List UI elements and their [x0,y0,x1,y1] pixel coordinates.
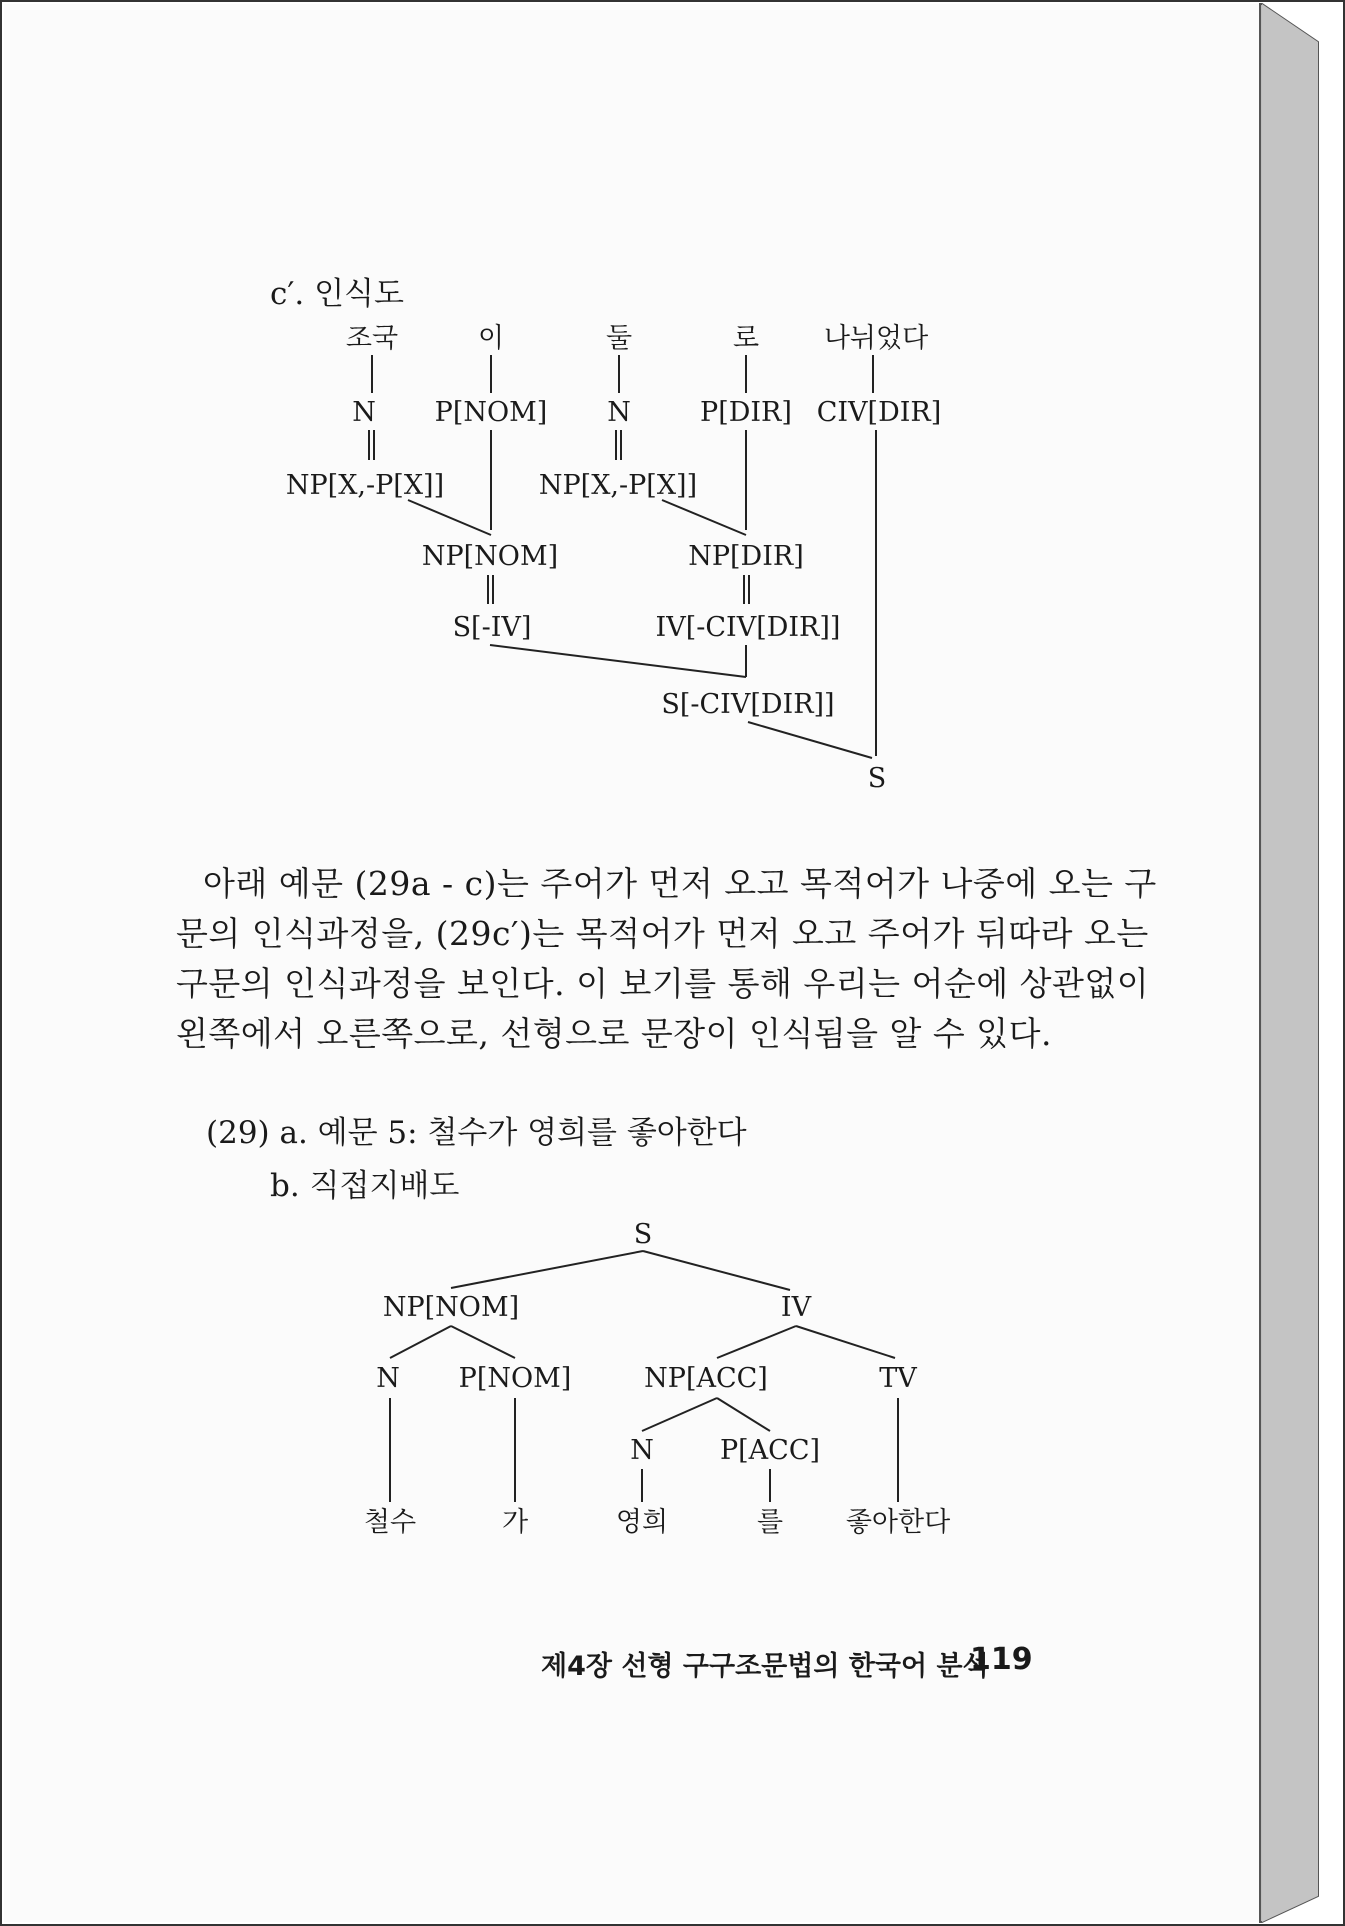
page-number: 119 [970,1642,1033,1677]
tree1-cat-1: N [352,397,376,428]
example-29a: (29) a. 예문 5: 철수가 영희를 좋아한다 [206,1115,747,1151]
tree1-cat-5: CIV[DIR] [816,397,942,428]
tree1-s-civ: S[-CIV[DIR]] [661,689,835,720]
tree1-np-nom: NP[NOM] [421,541,559,572]
section-c-label: c′. 인식도 [270,276,404,312]
example-29b: b. 직접지배도 [270,1168,460,1204]
tree2-word-2: 가 [501,1507,529,1538]
tree1-iv-civ: IV[-CIV[DIR]] [655,612,841,643]
tree1-word-4: 로 [732,323,760,354]
direct-dominance-tree [0,1210,1345,1570]
tree1-cat-2: P[NOM] [434,397,548,428]
tree2-p-acc: P[ACC] [719,1435,821,1466]
tree2-s: S [633,1219,653,1250]
tree1-s-iv: S[-IV] [452,612,532,643]
tree1-s-root: S [867,763,887,794]
tree1-np-left: NP[X,-P[X]] [285,470,445,501]
tree1-np-right: NP[X,-P[X]] [538,470,698,501]
tree2-p-nom: P[NOM] [458,1363,572,1394]
tree2-n1: N [376,1363,400,1394]
paragraph-line-1: 아래 예문 (29a - c)는 주어가 먼저 오고 목적어가 나중에 오는 구 [203,864,1157,903]
tree2-iv: IV [780,1292,812,1323]
tree1-word-5: 나뉘었다 [823,323,929,354]
tree2-word-5: 좋아한다 [845,1507,951,1538]
paragraph-line-3: 구문의 인식과정을 보인다. 이 보기를 통해 우리는 어순에 상관없이 [176,964,1150,1003]
tree1-cat-3: N [607,397,631,428]
tree1-word-3: 둘 [605,323,633,354]
running-footer-title: 제4장 선형 구구조문법의 한국어 분석 [541,1651,989,1682]
tree2-n2: N [630,1435,654,1466]
tree1-np-dir: NP[DIR] [688,541,804,572]
tree2-word-4: 를 [756,1507,784,1538]
tree2-word-1: 철수 [363,1507,417,1538]
paragraph-line-4: 왼쪽에서 오른쪽으로, 선형으로 문장이 인식됨을 알 수 있다. [176,1014,1052,1053]
tree1-word-1: 조국 [345,323,399,354]
tree1-cat-4: P[DIR] [700,397,792,428]
tree2-np-nom: NP[NOM] [382,1292,520,1323]
tree2-np-acc: NP[ACC] [644,1363,768,1394]
recognition-diagram [0,310,1345,1130]
tree1-word-2: 이 [477,323,505,354]
tree2-word-3: 영희 [615,1507,669,1538]
paragraph-line-2: 문의 인식과정을, (29c′)는 목적어가 먼저 오고 주어가 뒤따라 오는 [176,914,1149,953]
tree2-tv: TV [879,1363,917,1394]
